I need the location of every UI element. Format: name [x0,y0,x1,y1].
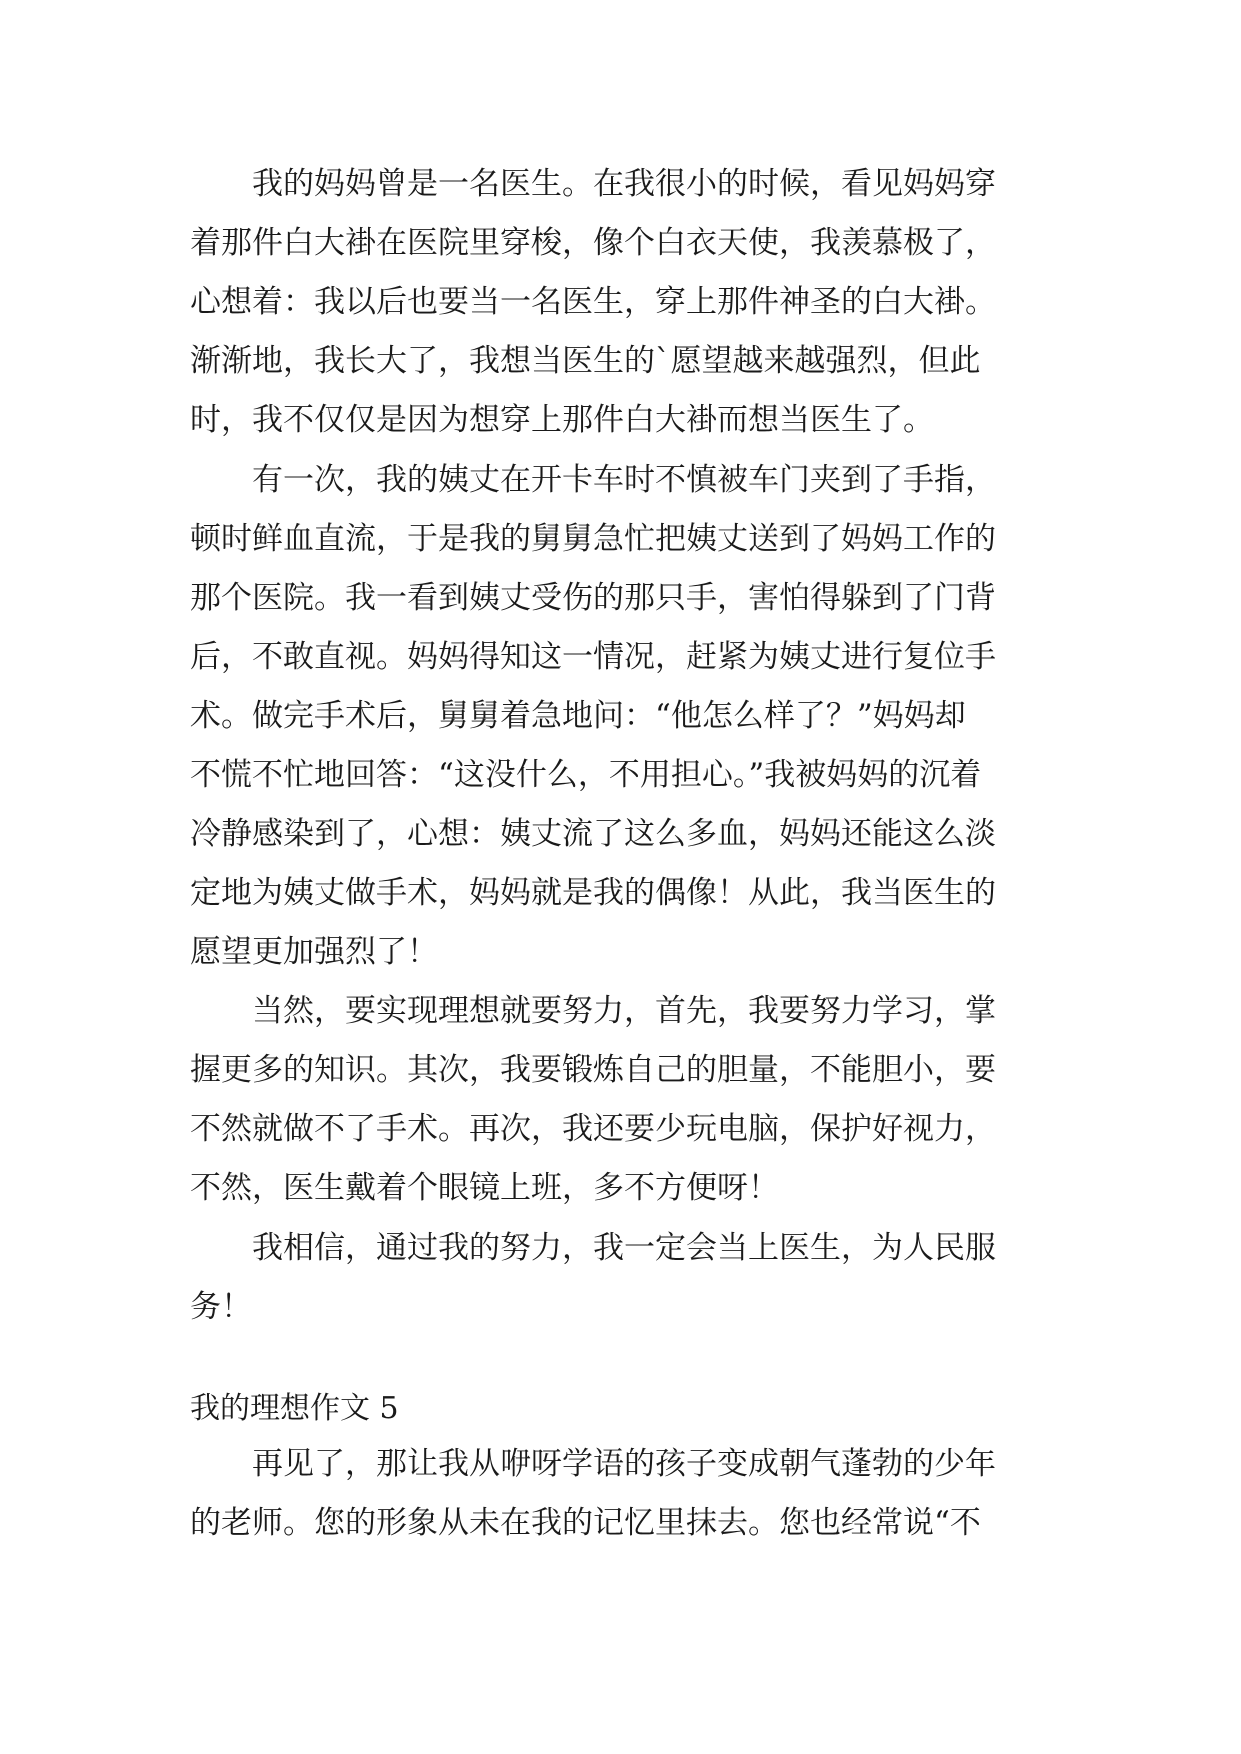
text-line: 我相信，通过我的努力，我一定会当上医生，为人民服 [190,1230,996,1266]
text-line: 术。做完手术后，舅舅着急地问：“他怎么样了？”妈妈却 [190,698,966,734]
paragraph-3 [190,982,1090,1218]
text-line: 着那件白大褂在医院里穿梭，像个白衣天使，我羡慕极了， [190,225,996,261]
text-line: 不慌不忙地回答：“这没什么，不用担心。”我被妈妈的沉着 [190,757,982,793]
text-line: 那个医院。我一看到姨丈受伤的那只手，害怕得躲到了门背 [190,580,996,616]
text-line: 愿望更加强烈了！ [190,934,438,970]
text-line: 时，我不仅仅是因为想穿上那件白大褂而想当医生了。 [190,402,934,438]
text-line: 的老师。您的形象从未在我的记忆里抹去。您也经常说“不 [190,1505,981,1541]
text-line: 不然就做不了手术。再次，我还要少玩电脑，保护好视力， [190,1111,996,1147]
text-line: 务！ [190,1289,252,1325]
text-line: 冷静感染到了，心想：姨丈流了这么多血，妈妈还能这么淡 [190,816,996,852]
paragraph-5 [190,1435,1090,1553]
text-line: 渐渐地，我长大了，我想当医生的`愿望越来越强烈，但此 [190,343,981,379]
text-line: 有一次，我的姨丈在开卡车时不慎被车门夹到了手指， [190,462,996,498]
paragraph-1 [190,155,1090,450]
text-line: 再见了，那让我从咿呀学语的孩子变成朝气蓬勃的少年 [190,1446,996,1482]
text-line: 后，不敢直视。妈妈得知这一情况，赶紧为姨丈进行复位手 [190,639,996,675]
heading-text: 我的理想作文 5 [190,1391,399,1426]
section-heading [190,1379,1090,1438]
text-line: 我的妈妈曾是一名医生。在我很小的时候，看见妈妈穿 [190,166,996,202]
text-line: 心想着：我以后也要当一名医生，穿上那件神圣的白大褂。 [190,284,996,320]
text-line: 握更多的知识。其次，我要锻炼自己的胆量，不能胆小，要 [190,1052,996,1088]
text-line: 不然，医生戴着个眼镜上班，多不方便呀！ [190,1170,779,1206]
text-line: 定地为姨丈做手术，妈妈就是我的偶像！从此，我当医生的 [190,875,996,911]
text-line: 顿时鲜血直流，于是我的舅舅急忙把姨丈送到了妈妈工作的 [190,521,996,557]
paragraph-4 [190,1219,1090,1337]
text-line: 当然，要实现理想就要努力，首先，我要努力学习，掌 [190,993,996,1029]
paragraph-2 [190,451,1090,982]
